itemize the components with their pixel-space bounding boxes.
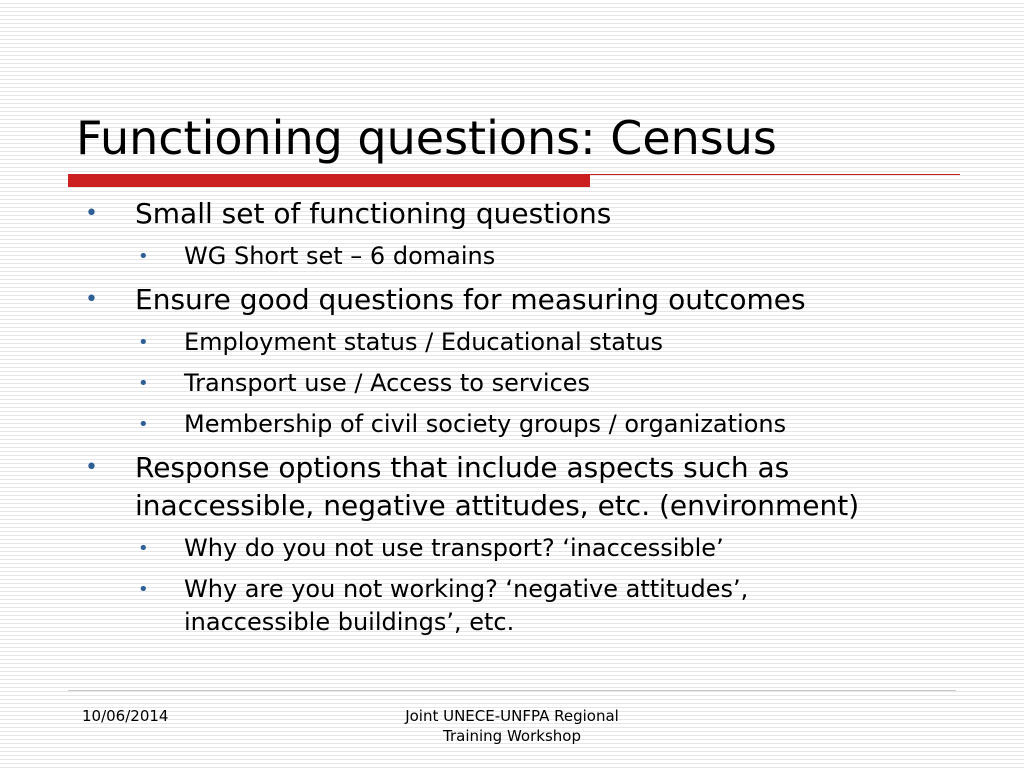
sub-bullet-item xyxy=(138,573,749,639)
sub-bullet-text: Membership of civil society groups / organizations xyxy=(184,410,787,438)
sub-bullet-item xyxy=(138,326,664,359)
bullet-dot-icon: • xyxy=(138,332,149,353)
bullet-item xyxy=(85,449,860,525)
footer-date: 10/06/2014 xyxy=(82,707,169,725)
bullet-dot-icon: • xyxy=(138,579,149,600)
bullet-item xyxy=(85,281,806,319)
bullet-text: Small set of functioning questions xyxy=(135,197,612,230)
bullet-text-line1: Response options that include aspects such as xyxy=(135,451,790,484)
bullet-dot-icon: • xyxy=(138,538,149,559)
footer-divider xyxy=(68,690,956,691)
sub-bullet-item xyxy=(138,240,496,273)
bullet-item xyxy=(85,195,612,233)
footer-title-line2: Training Workshop xyxy=(443,727,581,745)
sub-bullet-item xyxy=(138,532,724,565)
footer-title-line1: Joint UNECE-UNFPA Regional xyxy=(405,707,619,725)
bullet-dot-icon: • xyxy=(138,373,149,394)
footer-title xyxy=(362,706,662,746)
bullet-text-line2: inaccessible, negative attitudes, etc. (environment) xyxy=(135,489,860,522)
sub-bullet-text: Employment status / Educational status xyxy=(184,328,664,356)
bullet-text: Ensure good questions for measuring outcomes xyxy=(135,283,806,316)
sub-bullet-text: WG Short set – 6 domains xyxy=(184,242,496,270)
sub-bullet-text: Transport use / Access to services xyxy=(184,369,591,397)
bullet-dot-icon: • xyxy=(85,201,98,226)
sub-bullet-item xyxy=(138,408,787,441)
sub-bullet-text-line1: Why are you not working? ‘negative attitudes’, xyxy=(184,575,749,603)
bullet-dot-icon: • xyxy=(85,455,98,480)
sub-bullet-text-line2: inaccessible buildings’, etc. xyxy=(184,608,515,636)
bullet-dot-icon: • xyxy=(85,287,98,312)
bullet-dot-icon: • xyxy=(138,246,149,267)
sub-bullet-item xyxy=(138,367,591,400)
title-accent-bar xyxy=(68,174,590,187)
title-accent-line xyxy=(590,174,960,175)
slide-title: Functioning questions: Census xyxy=(76,111,777,165)
bullet-dot-icon: • xyxy=(138,414,149,435)
sub-bullet-text: Why do you not use transport? ‘inaccessible’ xyxy=(184,534,724,562)
